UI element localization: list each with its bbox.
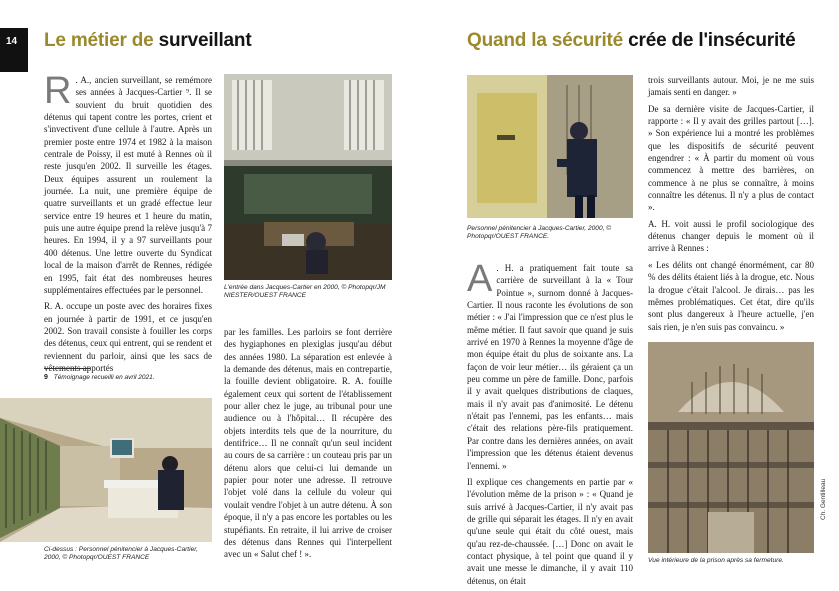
right-col1-paragraph-1: . H. a pratiquement fait toute sa carrière de surveillant à la « Tour Pointue », surnom donné à Jacques-Cartier. Il nous raconte les évolutions de son métier : « J'ai l'impression que ce n'est plus le même métier. Il faut savoir que quand je suis arrivé en 1970 à Rennes la moyenne d'âge de mon équipe était du plus de soixante ans. La façon de voir leur métier… ils géraient ça un peu comme un père de famille. Donc, parfois il y avait quelques distributions de claques, mais il n'y avait pas d'animosité. Le détenu n'était pas l'ennemi, pas les enfants… mais c'était des relations père-fils pratiquement. Par contre dans les dernières années, on avait l'impression que les détenus étaient devenus l'ennemi. » [467,263,633,471]
left-column-1 [44,70,212,378]
right-col2-paragraph-4: « Les délits ont changé énormément, car 80 % des délits étaient liés à la drogue, etc. Nous la drogue c'était l'alcool. Je dirais… pas les mêmes problématiques. Cet état, dire qu'ils sont plus dangereux à l'heure actuelle, j'en sais rien, je n'en suis pas convaincu. » [648,259,814,332]
left-col1-paragraph-2: R. A. occupe un poste avec des horaires fixes en journée à partir de 1991, et ce jusqu'en 2002. Son travail consiste à fouiller les corps des détenus, ceux qui entrent, qui se rendent et reviennent du parloir, ainsi que les sacs de vêtements apportés [44,301,212,373]
left-col2-text: par les familles. Les parloirs se font derrière des hygiaphones en plexiglas jusqu'au début des années 1980. La séparation est enlevée à la demande des détenus, mais en contrepartie, la fouille devient obligatoire. R. A. fouille également ceux qui sortent de l'établissement pour aller chez le juge, au tribunal pour une audience ou à l'hôpital… Il récupère des objets interdits tels que de la nourriture, du dentifrice… Il ne connaît qu'un seul incident au cours de sa carrière : un couteau pris par un détenu alors que celui-ci lui demande un papier pour noter une adresse. Il retrouve l'objet volé dans la cellule du voleur qui voulait vendre l'objet à un autre détenu. À son époque, il n'y a pas encore les portables ou les stupéfiants. En retraite, il lui arrive de croiser des détenus dans Rennes qui l'interpellent avec un « Salut chef ! ». [224,327,392,560]
footnote-text: Témoignage recueilli en avril 2021. [53,374,155,381]
right-title-main: crée de l'insécurité [628,30,796,51]
left-title-accent: Le métier de [44,30,154,51]
caption-guard-cell-door: Personnel pénitencier à Jacques-Cartier, 2000, © Photopqr/OUEST FRANCE. [467,225,612,241]
right-col2-paragraph-3: A. H. voit aussi le profil sociologique des détenus changer depuis le moment où il arrive à Rennes : [648,218,814,254]
caption-prison-interior: Vue intérieure de la prison après sa fermeture. [648,557,784,564]
photo-credit: Ch. Gentilleau [820,478,827,520]
right-page-title [467,30,796,52]
right-column-2 [648,74,814,337]
drop-cap: R [44,70,72,112]
caption-prison-entrance: L'entrée dans Jacques-Cartier en 2000, © Photopqr/JM NIESTER/OUEST FRANCE [224,284,386,300]
right-column-1 [467,258,633,591]
photo-guard-cell-door [467,75,633,218]
right-title-accent: Quand la sécurité [467,30,624,51]
photo-corridor-computer [0,398,212,542]
left-page-title [44,30,251,52]
drop-cap-right: A [467,258,493,300]
page-number: 14 [0,28,28,72]
photo-prison-entrance [224,74,392,280]
caption-corridor-computer: Ci-dessus : Personnel pénitencier à Jacques-Cartier, 2000, © Photopqr/OUEST FRANCE [44,546,198,562]
footnote-divider [44,368,90,369]
right-col2-paragraph-2: De sa dernière visite de Jacques-Cartier, il rapporte : « Il y avait des grilles partout […]. » Son expérience lui a montré les problèmes que les dispositifs de sécurité peuvent engendrer : « À partir du moment où vous commencez à mettre des barrières, on commence à ne plus se connaître, à moins connaître les détenus. Il n'y a plus de contact ». [648,103,814,213]
footnote-number: 9 [44,374,48,381]
left-title-main: surveillant [158,30,252,51]
left-col1-paragraph-1: . A., ancien surveillant, se remémore ses années à Jacques-Cartier ⁹. Il se souvient du bruit quotidien des détenus qui tapent contre les portes, crient et s'invectivent d'une cellule à l'autre. Après un premier poste entre 1974 et 1982 à la maison centrale de Poissy, il est muté à Rennes où il reste jusqu'en 2002. Il surveille les étages. Deux équipes assurent un roulement la journée. La nuit, une première équipe de quatre surveillants et un gradé effectue leur service entre 19 heures et 1 heure du matin, puis une autre équipe prend la relève jusqu'à 7 heures. En 1994, il y a 97 surveillants pour 400 détenus. Une lettre ouverte du Syndicat local de la maison d'arrêt de Rennes, rédigée en 1995, fait état des nombreuses heures supplémentaires effectuées par le personnel. [44,75,212,295]
right-col2-paragraph-1: trois surveillants autour. Moi, je ne me suis jamais senti en danger. » [648,75,814,98]
right-col1-paragraph-2: Il explique ces changements en partie par « l'évolution même de la prison » : « Quand je suis arrivé à Jacques-Cartier, il n'y avait pas de grille qui séparait les étages. Il n'y en avait qu'une seule qui était du côté ouest, mais qu'au rez-de-chaussée. […] Donc on avait le contact physique, à tel point que quand il y avait une messe le dimanche, il y avait 110 détenus, on était [467,476,633,586]
left-column-2 [224,326,392,565]
footnote [44,374,214,381]
photo-prison-interior [648,342,814,553]
